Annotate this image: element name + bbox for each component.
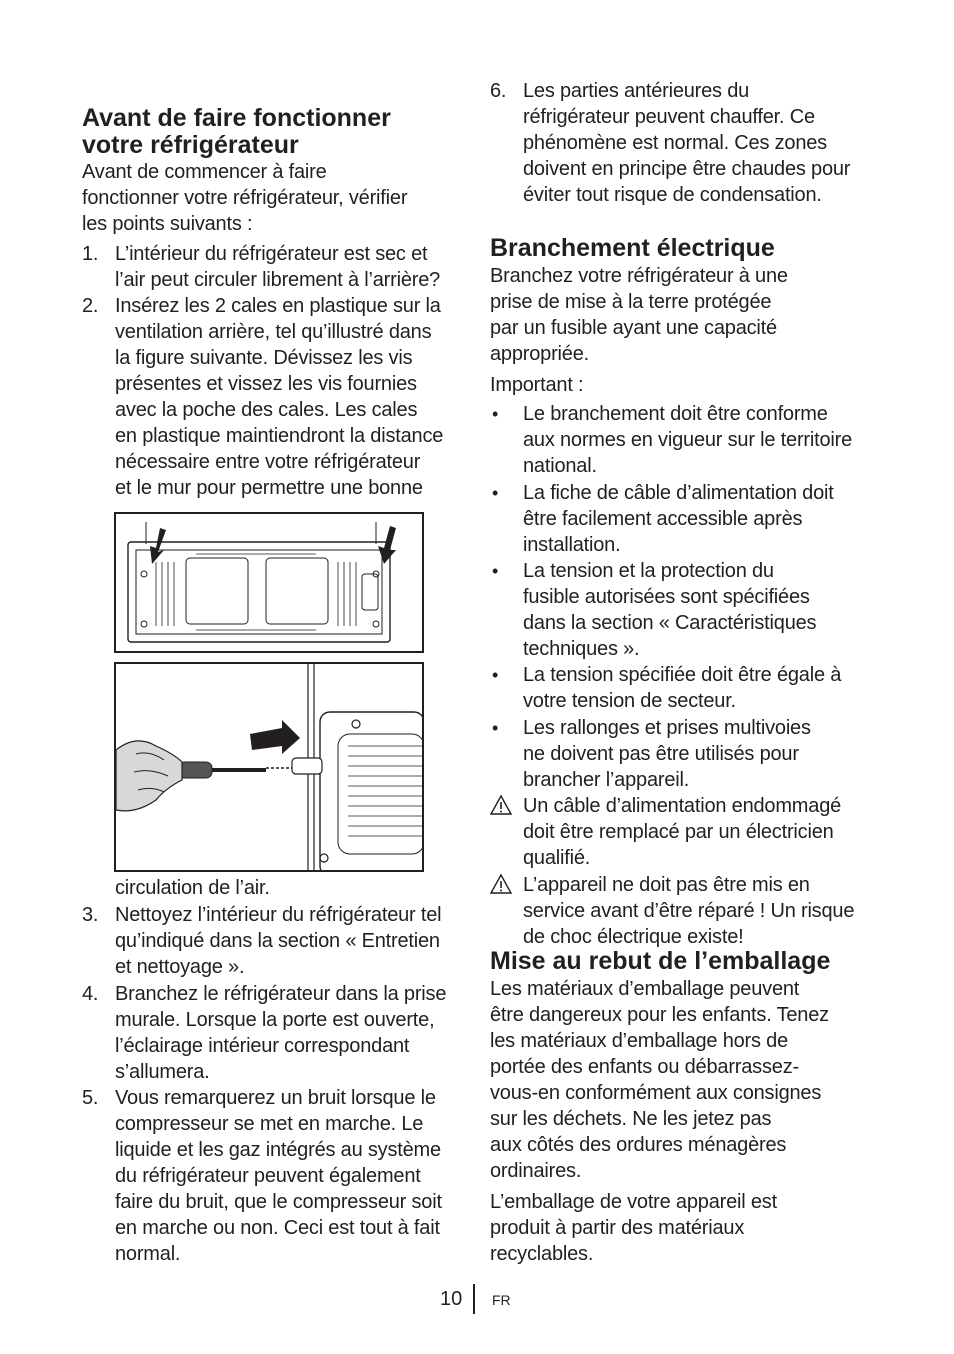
text-line: doivent en principe être chaudes pour — [523, 158, 851, 180]
text-line: éviter tout risque de condensation. — [523, 184, 822, 206]
warning-triangle-icon — [490, 873, 512, 895]
text-line: de choc électrique existe! — [523, 926, 744, 948]
list-number: 5. — [82, 1087, 99, 1109]
list-number: 1. — [82, 243, 99, 265]
intro-paragraph — [82, 159, 407, 237]
text-line: ordinaires. — [490, 1160, 582, 1182]
important-label: Important : — [490, 374, 584, 396]
list-text — [115, 293, 443, 501]
text-line: murale. Lorsque la porte est ouverte, — [115, 1009, 435, 1031]
arrow-down-left-icon — [150, 528, 166, 564]
text-line: doit être remplacé par un électricien — [523, 821, 834, 843]
text-line: Un câble d’alimentation endommagé — [523, 795, 842, 817]
text-line: ne doivent pas être utilisés pour — [523, 743, 799, 765]
list-number: 6. — [490, 80, 507, 102]
text-line: Les parties antérieures du — [523, 80, 750, 102]
text-line: sur les déchets. Ne les jetez pas — [490, 1108, 772, 1130]
text-line: phénomène est normal. Ces zones — [523, 132, 827, 154]
text-line: du réfrigérateur peuvent également — [115, 1165, 421, 1187]
text-line: La tension et la protection du — [523, 560, 774, 582]
screwdriver-illustration — [116, 664, 422, 870]
section-heading-emballage: Mise au rebut de l’emballage — [490, 947, 831, 975]
text-line: ventilation arrière, tel qu’illustré dans — [115, 321, 432, 343]
screw-spacer-figure — [114, 662, 424, 872]
list-text — [523, 480, 834, 558]
hand-icon — [116, 741, 182, 811]
list-number: 4. — [82, 983, 99, 1005]
text-line: s’allumera. — [115, 1061, 210, 1083]
text-line: produit à partir des matériaux — [490, 1217, 745, 1239]
text-line: faire du bruit, que le compresseur soit — [115, 1191, 442, 1213]
text-line: Les rallonges et prises multivoies — [523, 717, 811, 739]
text-line: les matériaux d’emballage hors de — [490, 1030, 789, 1052]
list-number: 3. — [82, 904, 99, 926]
text-line: L’appareil ne doit pas être mis en — [523, 874, 810, 896]
text-line: La fiche de câble d’alimentation doit — [523, 482, 834, 504]
text-line: être dangereux pour les enfants. Tenez — [490, 1004, 829, 1026]
text-line: Les matériaux d’emballage peuvent — [490, 978, 800, 1000]
text-line: et le mur pour permettre une bonne — [115, 477, 423, 499]
text-line: Branchez votre réfrigérateur à une — [490, 265, 788, 287]
text-line: circulation de l’air. — [115, 877, 270, 899]
text-line: liquide et les gaz intégrés au système — [115, 1139, 441, 1161]
text-line: Le branchement doit être conforme — [523, 403, 828, 425]
bullet-icon: • — [492, 404, 499, 424]
text-line: prise de mise à la terre protégée — [490, 291, 772, 313]
text-line: techniques ». — [523, 638, 640, 660]
section-heading-branchement: Branchement électrique — [490, 234, 775, 262]
text-line: appropriée. — [490, 343, 589, 365]
text-line: fusible autorisées sont spécifiées — [523, 586, 810, 608]
language-code: FR — [492, 1292, 511, 1308]
footer-divider — [473, 1284, 475, 1314]
list-text — [115, 902, 441, 980]
text-line: Vous remarquerez un bruit lorsque le — [115, 1087, 436, 1109]
text-line: nécessaire entre votre réfrigérateur — [115, 451, 421, 473]
text-line: et nettoyage ». — [115, 956, 245, 978]
text-line: l’éclairage intérieur correspondant — [115, 1035, 410, 1057]
text-line: Insérez les 2 cales en plastique sur la — [115, 295, 441, 317]
rear-ventilation-figure — [114, 512, 424, 653]
branchement-intro — [490, 263, 788, 367]
text-line: La tension spécifiée doit être égale à — [523, 664, 842, 686]
text-line: portée des enfants ou débarrassez- — [490, 1056, 799, 1078]
text-line: être facilement accessible après — [523, 508, 803, 530]
list-text — [523, 662, 841, 714]
text-line: aux normes en vigueur sur le territoire — [523, 429, 853, 451]
text-line: présentes et vissez les vis fournies — [115, 373, 417, 395]
section-heading-avant — [82, 105, 391, 159]
arrow-right-icon — [250, 720, 300, 754]
list-text — [115, 875, 270, 901]
warning-triangle-icon — [490, 794, 512, 816]
text-line: aux côtés des ordures ménagères — [490, 1134, 787, 1156]
emballage-paragraph-2 — [490, 1189, 777, 1267]
page-number: 10 — [440, 1288, 463, 1310]
bullet-icon: • — [492, 561, 499, 581]
text-line: national. — [523, 455, 597, 477]
list-text — [523, 872, 854, 950]
text-line: compresseur se met en marche. Le — [115, 1113, 424, 1135]
text-line: qu’indiqué dans la section « Entretien — [115, 930, 440, 952]
text-line: recyclables. — [490, 1243, 594, 1265]
list-text — [523, 78, 850, 208]
text-line: normal. — [115, 1243, 181, 1265]
text-line: en plastique maintiendront la distance — [115, 425, 444, 447]
list-text — [115, 241, 440, 293]
text-line: par un fusible ayant une capacité — [490, 317, 777, 339]
bullet-icon: • — [492, 665, 499, 685]
text-line: vous-en conformément aux consignes — [490, 1082, 822, 1104]
text-line: Nettoyez l’intérieur du réfrigérateur tel — [115, 904, 442, 926]
list-text — [523, 715, 811, 793]
heading-line: Avant de faire fonctionner — [82, 104, 391, 132]
text-line: avec la poche des cales. Les cales — [115, 399, 418, 421]
list-number: 2. — [82, 295, 99, 317]
list-text — [523, 401, 852, 479]
text-line: Avant de commencer à faire — [82, 161, 327, 183]
text-line: qualifié. — [523, 847, 591, 869]
arrow-down-right-icon — [378, 526, 396, 564]
text-line: service avant d’être réparé ! Un risque — [523, 900, 855, 922]
text-line: fonctionner votre réfrigérateur, vérifier — [82, 187, 408, 209]
list-text — [115, 981, 446, 1085]
bullet-icon: • — [492, 718, 499, 738]
text-line: L’intérieur du réfrigérateur est sec et — [115, 243, 428, 265]
text-line: Branchez le réfrigérateur dans la prise — [115, 983, 447, 1005]
list-text — [115, 1085, 442, 1267]
emballage-paragraph-1 — [490, 976, 829, 1184]
text-line: les points suivants : — [82, 213, 253, 235]
text-line: dans la section « Caractéristiques — [523, 612, 817, 634]
text-line: installation. — [523, 534, 621, 556]
text-line: la figure suivante. Dévissez les vis — [115, 347, 413, 369]
list-text — [523, 558, 816, 662]
text-line: l’air peut circuler librement à l’arrière? — [115, 269, 441, 291]
text-line: en marche ou non. Ceci est tout à fait — [115, 1217, 440, 1239]
bullet-icon: • — [492, 483, 499, 503]
text-line: votre tension de secteur. — [523, 690, 736, 712]
list-text — [523, 793, 841, 871]
text-line: L’emballage de votre appareil est — [490, 1191, 777, 1213]
fridge-rear-illustration — [116, 514, 422, 651]
text-line: réfrigérateur peuvent chauffer. Ce — [523, 106, 815, 128]
text-line: brancher l’appareil. — [523, 769, 690, 791]
heading-line: votre réfrigérateur — [82, 131, 299, 159]
